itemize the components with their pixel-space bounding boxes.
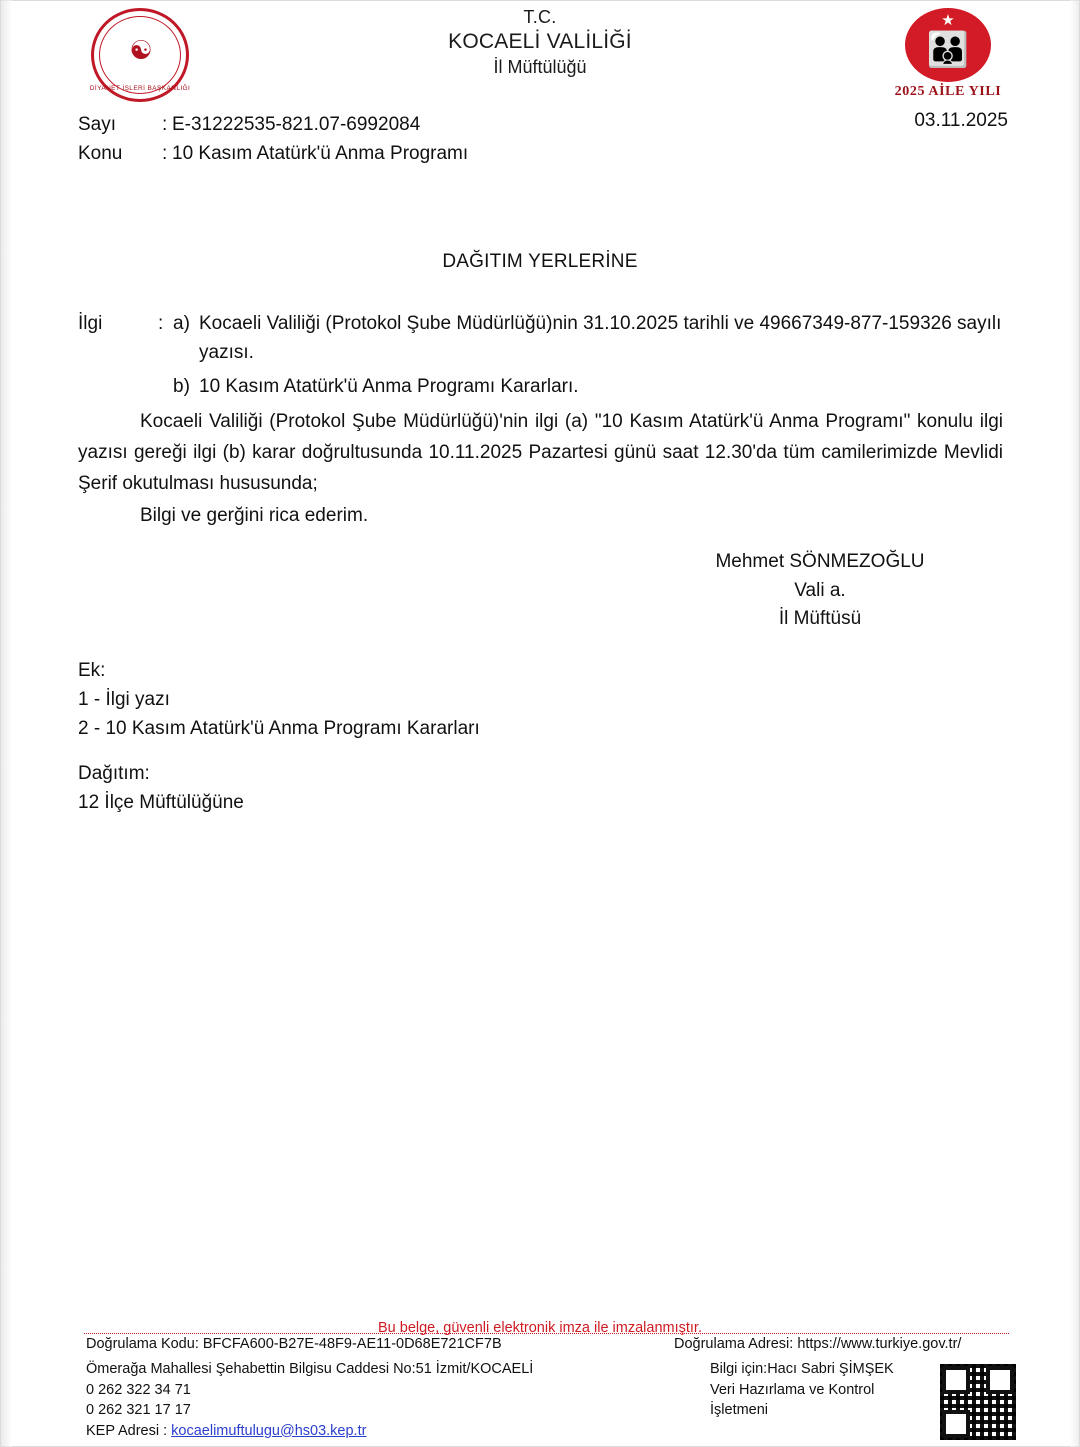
- attachment-item: 2 - 10 Kasım Atatürk'ü Anma Programı Kararları: [78, 717, 480, 739]
- diyanet-seal-icon: [88, 8, 194, 104]
- konu-value: 10 Kasım Atatürk'ü Anma Programı: [172, 143, 469, 165]
- ilgi-item: [173, 310, 1008, 367]
- ilgi-item-bullet: a): [173, 313, 190, 334]
- contact-line-1: Bilgi için:Hacı Sabri ŞİMŞEK: [710, 1361, 894, 1377]
- seal-text: DİYANET İŞLERİ BAŞKANLIĞI: [89, 85, 191, 92]
- signer-title-2: İl Müftüsü: [778, 608, 862, 629]
- document-meta: [78, 110, 468, 169]
- emblem-caption: 2025 AİLE YILI: [894, 84, 1002, 99]
- footer-kep: [86, 1421, 533, 1442]
- kep-address-link[interactable]: kocaelimuftulugu@hs03.kep.tr: [171, 1422, 367, 1439]
- contact-line-2: Veri Hazırlama ve Kontrol: [710, 1381, 875, 1398]
- meta-row-konu: [78, 139, 468, 168]
- footer-address-block: [86, 1359, 533, 1441]
- aile-yili-emblem-icon: [886, 8, 1010, 108]
- star-icon: ★: [941, 12, 955, 29]
- verification-address: [674, 1336, 961, 1352]
- header-line-institution: KOCAELİ VALİLİĞİ: [448, 30, 632, 54]
- kep-label: KEP Adresi :: [86, 1422, 168, 1439]
- distribution-label: Dağıtım:: [78, 763, 150, 784]
- signer-title-1: Vali a.: [794, 579, 846, 601]
- body-paragraph-1: Kocaeli Valiliği (Protokol Şube Müdürlüğü)'nin ilgi (a) "10 Kasım Atatürk'ü Anma Programı" konulu ilgi yazısı gereği ilgi (b) karar doğrultusunda 10.11.2025 Pazartesi günü saat 12.30'da tüm camilerimizde Mevlidi Şerif okutulması hususunda;: [78, 411, 1003, 494]
- header-line-department: İl Müftülüğü: [493, 56, 587, 77]
- distribution-title: DAĞITIM YERLERİNE: [442, 251, 638, 272]
- family-figures-icon: 👪: [926, 30, 970, 70]
- footer-address: Ömerağa Mahallesi Şehabettin Bilgisu Caddesi No:51 İzmit/KOCAELİ: [86, 1361, 534, 1377]
- document-body-text: [78, 407, 1003, 532]
- signature-block: [640, 548, 1000, 634]
- distribution-item: 12 İlçe Müftülüğüne: [78, 791, 244, 813]
- seal-calligraphy-icon: ☯: [129, 36, 153, 66]
- sayi-separator: :: [162, 114, 168, 135]
- ilgi-item: [173, 373, 1008, 402]
- meta-row-sayi: [78, 110, 468, 139]
- verification-code-label: Doğrulama Kodu:: [86, 1336, 199, 1352]
- document-header: [230, 6, 850, 79]
- verification-code-value: BFCFA600-B27E-48F9-AE11-0D68E721CF7B: [202, 1336, 502, 1352]
- esignature-note: Bu belge, güvenli elektronik imza ile imzalanmıştır.: [378, 1320, 702, 1336]
- header-line-tc: T.C.: [523, 7, 557, 27]
- attachment-item: 1 - İlgi yazı: [78, 688, 170, 710]
- qr-code-icon: [938, 1362, 1018, 1442]
- body-paragraph-2: Bilgi ve gerğini rica ederim.: [140, 505, 369, 527]
- ilgi-separator: :: [158, 313, 164, 334]
- verification-code: [86, 1336, 502, 1352]
- konu-label: Konu: [78, 143, 123, 165]
- ilgi-item-text: 10 Kasım Atatürk'ü Anma Programı Kararları.: [199, 376, 579, 397]
- reference-block: [78, 310, 1008, 402]
- distribution-block: [78, 760, 244, 818]
- verification-address-label: Doğrulama Adresi:: [674, 1336, 794, 1352]
- footer-phone-2: 0 262 321 17 17: [86, 1402, 191, 1419]
- sayi-value: E-31222535-821.07-6992084: [172, 114, 421, 135]
- signer-name: Mehmet SÖNMEZOĞLU: [715, 551, 925, 572]
- footer-divider: [84, 1333, 1009, 1335]
- konu-separator: :: [162, 143, 168, 165]
- sayi-label: Sayı: [78, 114, 117, 135]
- contact-line-3: İşletmeni: [710, 1402, 769, 1419]
- ilgi-items: [173, 310, 1008, 402]
- footer-contact-block: [710, 1359, 894, 1421]
- ilgi-label: İlgi: [78, 313, 103, 334]
- document-date: 03.11.2025: [914, 110, 1008, 131]
- qr-finder-bottom-left: [942, 1410, 970, 1438]
- attachments-block: [78, 657, 480, 744]
- ilgi-item-bullet: b): [173, 376, 190, 397]
- attachments-label: Ek:: [78, 660, 106, 681]
- ilgi-item-text: Kocaeli Valiliği (Protokol Şube Müdürlüğü)nin 31.10.2025 tarihli ve 49667349-877-159326 sayılı yazısı.: [199, 313, 1002, 363]
- verification-address-value[interactable]: https://www.turkiye.gov.tr/: [797, 1336, 962, 1352]
- emblem-crest: [905, 8, 991, 82]
- footer-phone-1: 0 262 322 34 71: [86, 1381, 191, 1398]
